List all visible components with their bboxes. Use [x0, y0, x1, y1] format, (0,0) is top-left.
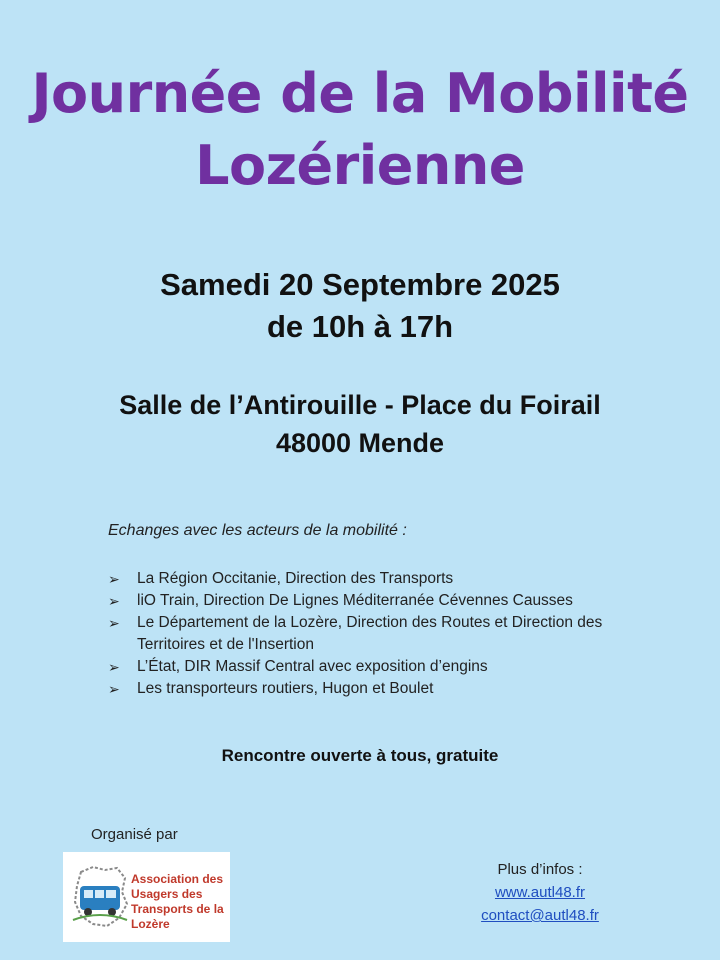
- lozere-map-bus-icon: [71, 864, 129, 930]
- logo-line-4: Lozère: [131, 917, 170, 931]
- logo-line-2: Usagers des: [131, 887, 203, 901]
- list-item-text: La Région Occitanie, Direction des Transports: [137, 570, 454, 587]
- list-item: [108, 590, 668, 612]
- list-item-text: liO Train, Direction De Lignes Méditerranée Cévennes Causses: [137, 592, 573, 609]
- list-item: [108, 612, 668, 656]
- list-item-text: Le Département de la Lozère, Direction des Routes et Direction des Territoires et de l'Insertion: [137, 614, 603, 653]
- event-venue: Salle de l’Antirouille - Place du Foirail: [119, 390, 601, 420]
- list-item-text: Les transporteurs routiers, Hugon et Boulet: [137, 680, 434, 697]
- list-item: [108, 678, 668, 700]
- organizer-logo: [63, 852, 230, 942]
- list-item: [108, 656, 668, 678]
- list-item: [108, 568, 668, 590]
- info-label: Plus d’infos :: [497, 861, 583, 878]
- arrow-bullet-icon: ➢: [108, 681, 120, 697]
- event-location: [0, 386, 720, 462]
- arrow-bullet-icon: ➢: [108, 571, 120, 587]
- list-item-text: L’État, DIR Massif Central avec exposition d’engins: [137, 658, 488, 675]
- logo-line-3: Transports de la: [131, 902, 224, 916]
- event-date: Samedi 20 Septembre 2025: [160, 267, 560, 302]
- website-link[interactable]: www.autl48.fr: [494, 884, 586, 901]
- arrow-bullet-icon: ➢: [108, 593, 120, 609]
- organizer-logo-text: [131, 872, 224, 932]
- organizer-label: Organisé par: [91, 826, 178, 843]
- poster-title: [0, 58, 720, 202]
- event-hours: de 10h à 17h: [266, 309, 454, 344]
- logo-line-1: Association des: [131, 872, 224, 886]
- title-line-2: Lozérienne: [195, 134, 525, 197]
- event-datetime: [0, 264, 720, 348]
- arrow-bullet-icon: ➢: [108, 659, 120, 675]
- title-line-1: Journée de la Mobilité: [31, 62, 689, 125]
- arrow-bullet-icon: ➢: [108, 615, 120, 631]
- event-city: 48000 Mende: [275, 428, 445, 458]
- actors-list: [108, 568, 668, 700]
- exchanges-heading: Echanges avec les acteurs de la mobilité :: [108, 522, 407, 539]
- email-link[interactable]: contact@autl48.fr: [481, 907, 599, 924]
- info-block: [420, 858, 660, 927]
- tagline: Rencontre ouverte à tous, gratuite: [221, 746, 499, 765]
